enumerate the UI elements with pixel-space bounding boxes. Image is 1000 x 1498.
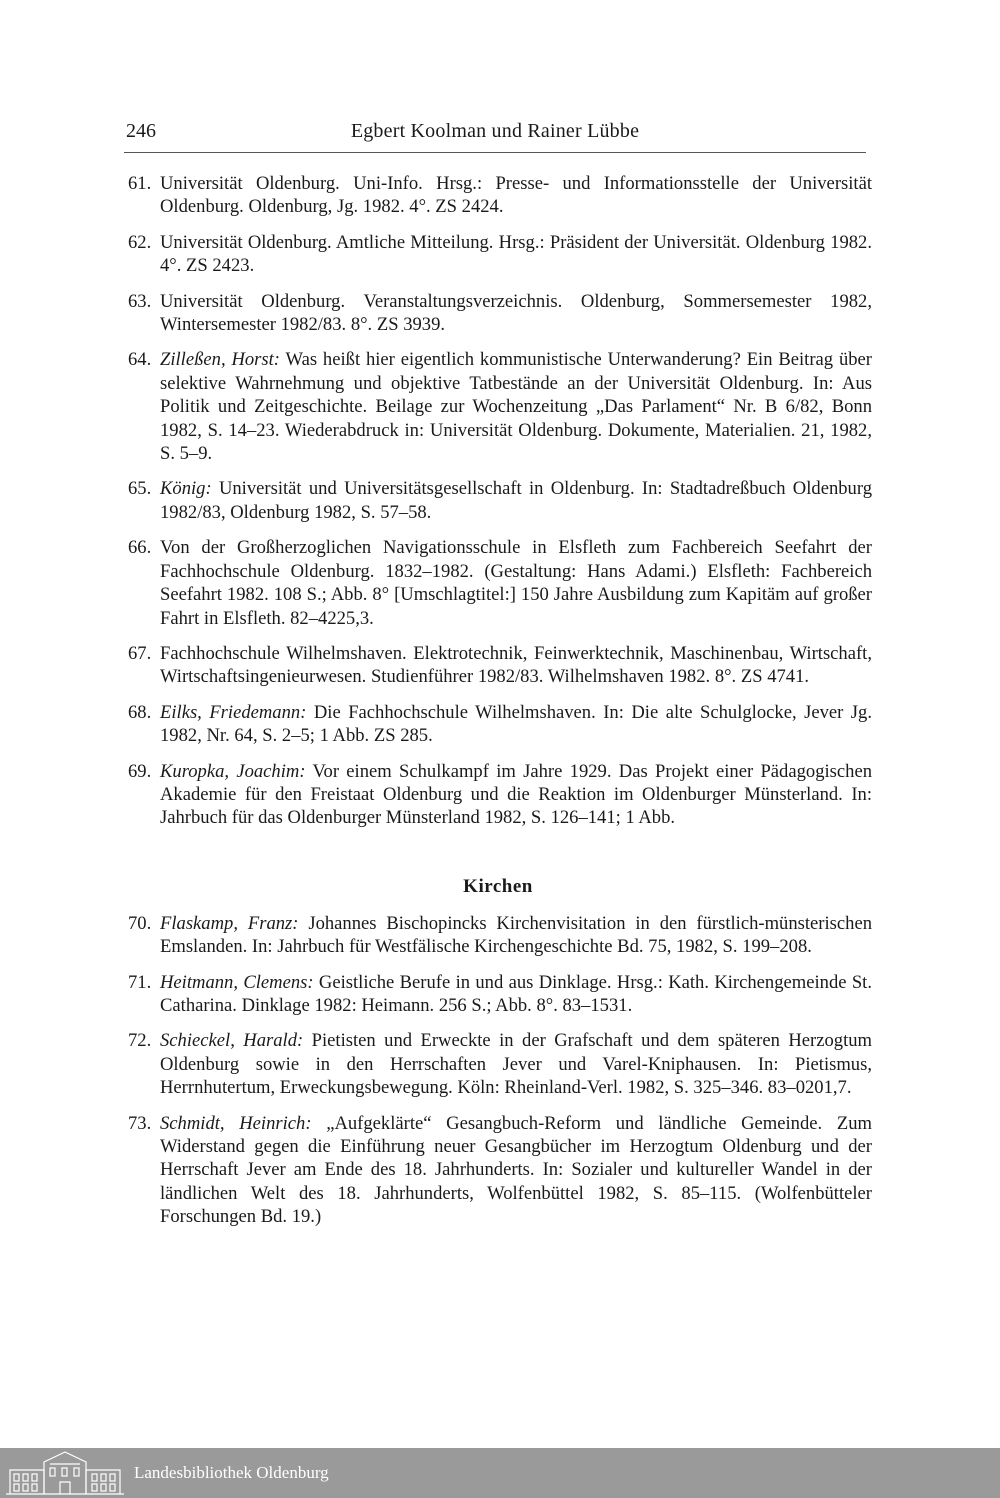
- page-header: [124, 118, 866, 153]
- library-building-icon: [4, 1448, 126, 1498]
- entry-list-churches: [124, 912, 872, 1229]
- entry-text: Fachhochschule Wilhelmshaven. Elektrotechnik, Feinwerktechnik, Maschinenbau, Wirtschaft, Wirtschaftsingenieurwesen. Studienführer 1982/83. Wilhelmshaven 1982. 8°. ZS 4741.: [160, 642, 872, 688]
- entry-number: 62.: [128, 231, 152, 253]
- entry-list-university: [124, 172, 872, 830]
- library-name: Landesbibliothek Oldenburg: [134, 1463, 329, 1482]
- entry-text: Pietisten und Erweckte in der Grafschaft und dem späteren Herzogtum Oldenburg sowie in den Herrschaften Jever und Varel-Kniphausen. In: Pietismus, Herrnhutertum, Erweckungsbewegung. Köln: Rheinland-Verl. 1982, S. 325–346. 83–0201,7.: [160, 1030, 872, 1099]
- page-number: 246: [126, 120, 156, 142]
- entry-number: 70.: [128, 912, 152, 934]
- entry-text: Johannes Bischopincks Kirchenvisitation in den fürstlich-münsterischen Emslanden. In: Jahrbuch für Westfälische Kirchengeschichte Bd. 75, 1982, S. 199–208.: [160, 912, 872, 958]
- entry-author: Heitmann, Clemens:: [160, 971, 314, 993]
- bibliography-entry: [124, 642, 872, 689]
- running-title: Egbert Koolman und Rainer Lübbe: [350, 120, 640, 142]
- entry-author: Flaskamp, Franz:: [160, 912, 299, 934]
- entry-text: Universität Oldenburg. Veranstaltungsverzeichnis. Oldenburg, Sommersemester 1982, Wintersemester 1982/83. 8°. ZS 3939.: [160, 290, 872, 336]
- entry-author: Schmidt, Heinrich:: [160, 1112, 312, 1134]
- entry-number: 61.: [128, 173, 152, 194]
- bibliography-entry: [124, 231, 872, 278]
- entry-text: Universität und Universitätsgesellschaft in Oldenburg. In: Stadtadreßbuch Oldenburg 1982/83, Oldenburg 1982, S. 57–58.: [160, 478, 872, 523]
- entry-author: Eilks, Friedemann:: [160, 701, 307, 723]
- bibliography-entry: [124, 477, 872, 524]
- bibliography-entry: [124, 348, 872, 465]
- entry-number: 67.: [128, 642, 152, 664]
- bibliography-entry: [124, 1029, 872, 1099]
- entry-number: 63.: [128, 290, 152, 312]
- bibliography-entry: [124, 701, 872, 748]
- entry-text: Von der Großherzoglichen Navigationsschule in Elsfleth zum Fachbereich Seefahrt der Fachhochschule Oldenburg. 1832–1982. (Gestaltung: Hans Adami.) Elsfleth: Fachbereich Seefahrt 1982. 108 S.; Abb. 8° [Umschlagtitel:] 150 Jahre Ausbildung zum Kapitäm auf großer Fahrt in Elsfleth. 82–4225,3.: [160, 537, 872, 629]
- entry-number: 68.: [128, 701, 152, 723]
- entry-text: Die Fachhochschule Wilhelmshaven. In: Die alte Schulglocke, Jever Jg. 1982, Nr. 64, S. 2–5; 1 Abb. ZS 285.: [160, 701, 872, 747]
- entry-text: Universität Oldenburg. Amtliche Mitteilung. Hrsg.: Präsident der Universität. Oldenburg 1982. 4°. ZS 2423.: [160, 231, 872, 277]
- entry-number: 66.: [128, 537, 152, 559]
- entry-text: „Aufgeklärte“ Gesangbuch-Reform und ländliche Gemeinde. Zum Widerstand gegen die Einführung neuer Gesangbücher im Herzogtum Oldenburg und der Herrschaft Jever am Ende des 18. Jahrhunderts. In: Sozialer und kultureller Wandel in der ländlichen Welt des 18. Jahrhunderts, Wolfenbüttel 1982, S. 85–115. (Wolfenbütteler Forschungen Bd. 19.): [160, 1112, 872, 1228]
- bibliography-entry: [124, 536, 872, 630]
- entry-number: 71.: [128, 971, 152, 993]
- entry-author: Schieckel, Harald:: [160, 1030, 304, 1052]
- entry-author: Kuropka, Joachim:: [160, 760, 306, 782]
- entry-number: 69.: [128, 760, 152, 782]
- entry-number: 73.: [128, 1112, 152, 1134]
- bibliography-entry: [124, 971, 872, 1018]
- entry-text: Universität Oldenburg. Uni-Info. Hrsg.: Presse- und Informationsstelle der Universität Oldenburg. Oldenburg, Jg. 1982. 4°. ZS 2424.: [160, 173, 872, 218]
- bibliography-entry: [124, 290, 872, 337]
- bibliography-entry: [124, 912, 872, 959]
- bibliography-entry: [124, 1112, 872, 1229]
- entry-text: Geistliche Berufe in und aus Dinklage. Hrsg.: Kath. Kirchengemeinde St. Catharina. Dinklage 1982: Heimann. 256 S.; Abb. 8°. 83–1531.: [160, 971, 872, 1016]
- entry-number: 64.: [128, 349, 152, 371]
- footer-bar: [0, 1448, 1000, 1498]
- entry-text: Was heißt hier eigentlich kommunistische Unterwanderung? Ein Beitrag über selektive Wahrnehmung und objektive Tatbestände an der Universität Oldenburg. In: Aus Politik und Zeitgeschichte. Beilage zur Wochenzeitung „Das Parlament“ Nr. B 6/82, Bonn 1982, S. 14–23. Wiederabdruck in: Universität Oldenburg. Dokumente, Materialien. 21, 1982, S. 5–9.: [160, 349, 872, 465]
- entry-text: Vor einem Schulkampf im Jahre 1929. Das Projekt einer Pädagogischen Akademie für den Freistaat Oldenburg und die Reaktion im Oldenburger Münsterland. In: Jahrbuch für das Oldenburger Münsterland 1982, S. 126–141; 1 Abb.: [160, 760, 872, 829]
- bibliography-entry: [124, 172, 872, 219]
- entry-author: König:: [160, 478, 212, 500]
- bibliography: [124, 172, 872, 1241]
- entry-author: Zilleßen, Horst:: [160, 349, 280, 371]
- bibliography-entry: [124, 760, 872, 830]
- entry-number: 65.: [128, 478, 152, 500]
- entry-number: 72.: [128, 1030, 152, 1052]
- section-heading: Kirchen: [463, 875, 533, 897]
